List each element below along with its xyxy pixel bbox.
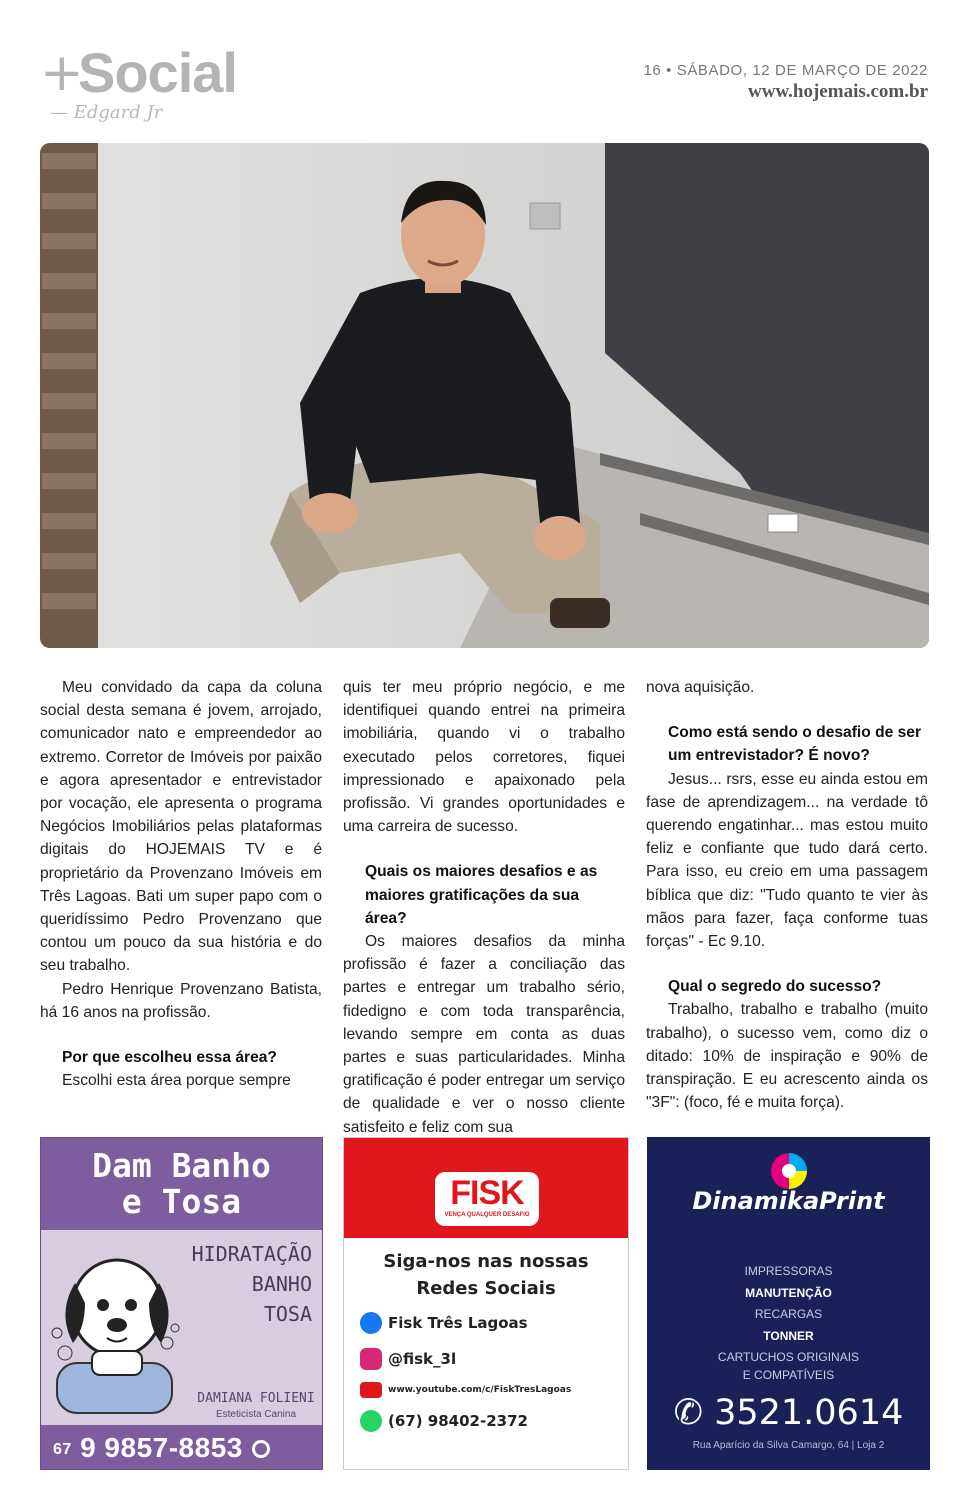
ad-title-line2: e Tosa	[121, 1182, 242, 1221]
youtube-link[interactable]	[360, 1382, 571, 1398]
interview-answer: Jesus... rsrs, esse eu ainda estou em fase de aprendizagem... na verdade tô querendo engatinhar... mas estou muito feliz e confiante que tudo dará certo. Para isso, eu creio em uma passagem bíblica que diz: "Tudo quanto te vier às mãos para fazer, faça conforme tuas forças" - Ec 9.10.	[646, 770, 928, 951]
ad-heading	[344, 1248, 628, 1302]
instagram-icon	[360, 1348, 382, 1370]
website-link[interactable]: www.hojemais.com.br	[748, 81, 928, 102]
interview-answer: Os maiores desafios da minha profissão é fazer a conciliação das partes e entregar um trabalho sério, fidedigno e com toda transparência, levando sempre em conta as duas partes e suas particularidades. Minha gratificação é poder entregar um serviço de qualidade e ver o nosso cliente satisfeito e feliz com sua	[343, 933, 625, 1136]
ad-services-list	[647, 1261, 930, 1386]
article-column-1	[40, 676, 322, 1092]
ad-phone[interactable]	[647, 1393, 930, 1433]
ad-address: Rua Aparício da Silva Camargo, 64 | Loja 2	[692, 1440, 885, 1451]
ad-phone-number: 3521.0614	[714, 1393, 904, 1433]
ad-fisk[interactable]	[343, 1137, 629, 1470]
instagram-link[interactable]	[360, 1348, 456, 1370]
ad-phone-ddd: 67	[53, 1441, 72, 1458]
fisk-tagline: VENÇA QUALQUER DESAFIO	[444, 1212, 530, 1218]
fisk-logo-text: FISK	[450, 1174, 524, 1212]
ad-service: RECARGAS	[754, 1307, 823, 1321]
ad-phone[interactable]	[53, 1432, 271, 1464]
ad-service: TONNER	[763, 1328, 814, 1343]
facebook-icon	[360, 1312, 382, 1334]
interviewee-photo	[40, 143, 929, 648]
ad-dam-banho-tosa[interactable]	[40, 1137, 323, 1470]
ad-owner-role: Esteticista Canina	[215, 1409, 297, 1420]
ad-phone-number: 9 9857-8853	[80, 1432, 243, 1463]
youtube-label: www.youtube.com/c/FiskTresLagoas	[388, 1385, 572, 1395]
ad-service: TOSA	[263, 1302, 312, 1326]
interview-answer: Trabalho, trabalho e trabalho (muito trabalho), o sucesso vem, como diz o ditado: 10% de inspiração e 90% de transpiração. E eu acrescento ainda os "3F": (foco, fé e muita força).	[646, 1001, 928, 1112]
facebook-label: Fisk Três Lagoas	[388, 1314, 528, 1332]
cover-photo	[40, 143, 929, 648]
ad-service: IMPRESSORAS	[744, 1264, 833, 1278]
whatsapp-link[interactable]	[360, 1410, 528, 1432]
interview-question: Como está sendo o desafio de ser um entrevistador? É novo?	[668, 724, 922, 765]
ad-service: E COMPATÍVEIS	[742, 1367, 835, 1382]
ad-title-line1: Dam Banho	[92, 1146, 271, 1185]
page-date: 16 • SÁBADO, 12 DE MARÇO DE 2022	[643, 62, 928, 79]
interview-answer: Escolhi esta área porque sempre	[62, 1072, 291, 1090]
article-column-2	[343, 676, 625, 1139]
masthead-plus: +	[40, 43, 84, 103]
ad-service: MANUTENÇÃO	[745, 1285, 832, 1300]
ad-heading-line1: Siga-nos nas nossas	[383, 1251, 589, 1272]
article-intro: Meu convidado da capa da coluna social desta semana é jovem, arrojado, comunicador nato e empreendedor ao extremo. Corretor de Imóveis por paixão e agora apresentador e entrevistador por vocação, ele apresenta o programa Negócios Imobiliários pelas plataformas digitais do HOJEMAIS TV e é proprietário da Provenzano Imóveis em Três Lagoas. Bati um super papo com o queridíssimo Pedro Provenzano que contou um pouco da sua história e do seu trabalho.	[40, 679, 322, 975]
phone-icon: ✆	[673, 1393, 703, 1433]
ad-heading-line2: Redes Sociais	[416, 1278, 556, 1299]
dinamika-logo: DinamikaPrint	[692, 1187, 885, 1215]
ad-dinamika-print[interactable]	[647, 1137, 930, 1470]
ad-service: CARTUCHOS ORIGINAIS	[717, 1350, 860, 1364]
masthead-logo	[40, 42, 300, 137]
ad-owner-name: DAMIANA FOLIENI	[197, 1391, 315, 1406]
youtube-icon	[360, 1382, 382, 1398]
masthead-section: Social	[78, 41, 237, 104]
interview-question: Qual o segredo do sucesso?	[668, 978, 882, 996]
article-paragraph: Pedro Henrique Provenzano Batista, há 16 anos na profissão.	[40, 980, 322, 1021]
interview-answer: nova aquisição.	[646, 679, 755, 696]
ad-service: BANHO	[251, 1272, 312, 1296]
whatsapp-label: (67) 98402-2372	[388, 1412, 528, 1430]
masthead-signature: — Edgard Jr	[50, 102, 163, 123]
interview-question: Quais os maiores desafios e as maiores gratificações da sua área?	[365, 863, 598, 927]
facebook-link[interactable]	[360, 1312, 528, 1334]
dog-icon	[47, 1233, 187, 1423]
instagram-label: @fisk_3l	[388, 1350, 457, 1368]
fisk-logo	[435, 1172, 539, 1226]
interview-answer: quis ter meu próprio negócio, e me identifiquei quando entrei na primeira imobiliária, quando vi o trabalho executado pelos corretores, fiquei impressionado e apaixonado pela profissão. Vi grandes oportunidades e uma carreira de sucesso.	[343, 679, 625, 836]
whatsapp-icon	[360, 1410, 382, 1432]
ad-service: HIDRATAÇÃO	[191, 1242, 312, 1266]
whatsapp-icon	[251, 1439, 271, 1459]
interview-question: Por que escolheu essa área?	[62, 1049, 277, 1067]
dateline	[643, 62, 928, 103]
article-column-3	[646, 676, 928, 1114]
